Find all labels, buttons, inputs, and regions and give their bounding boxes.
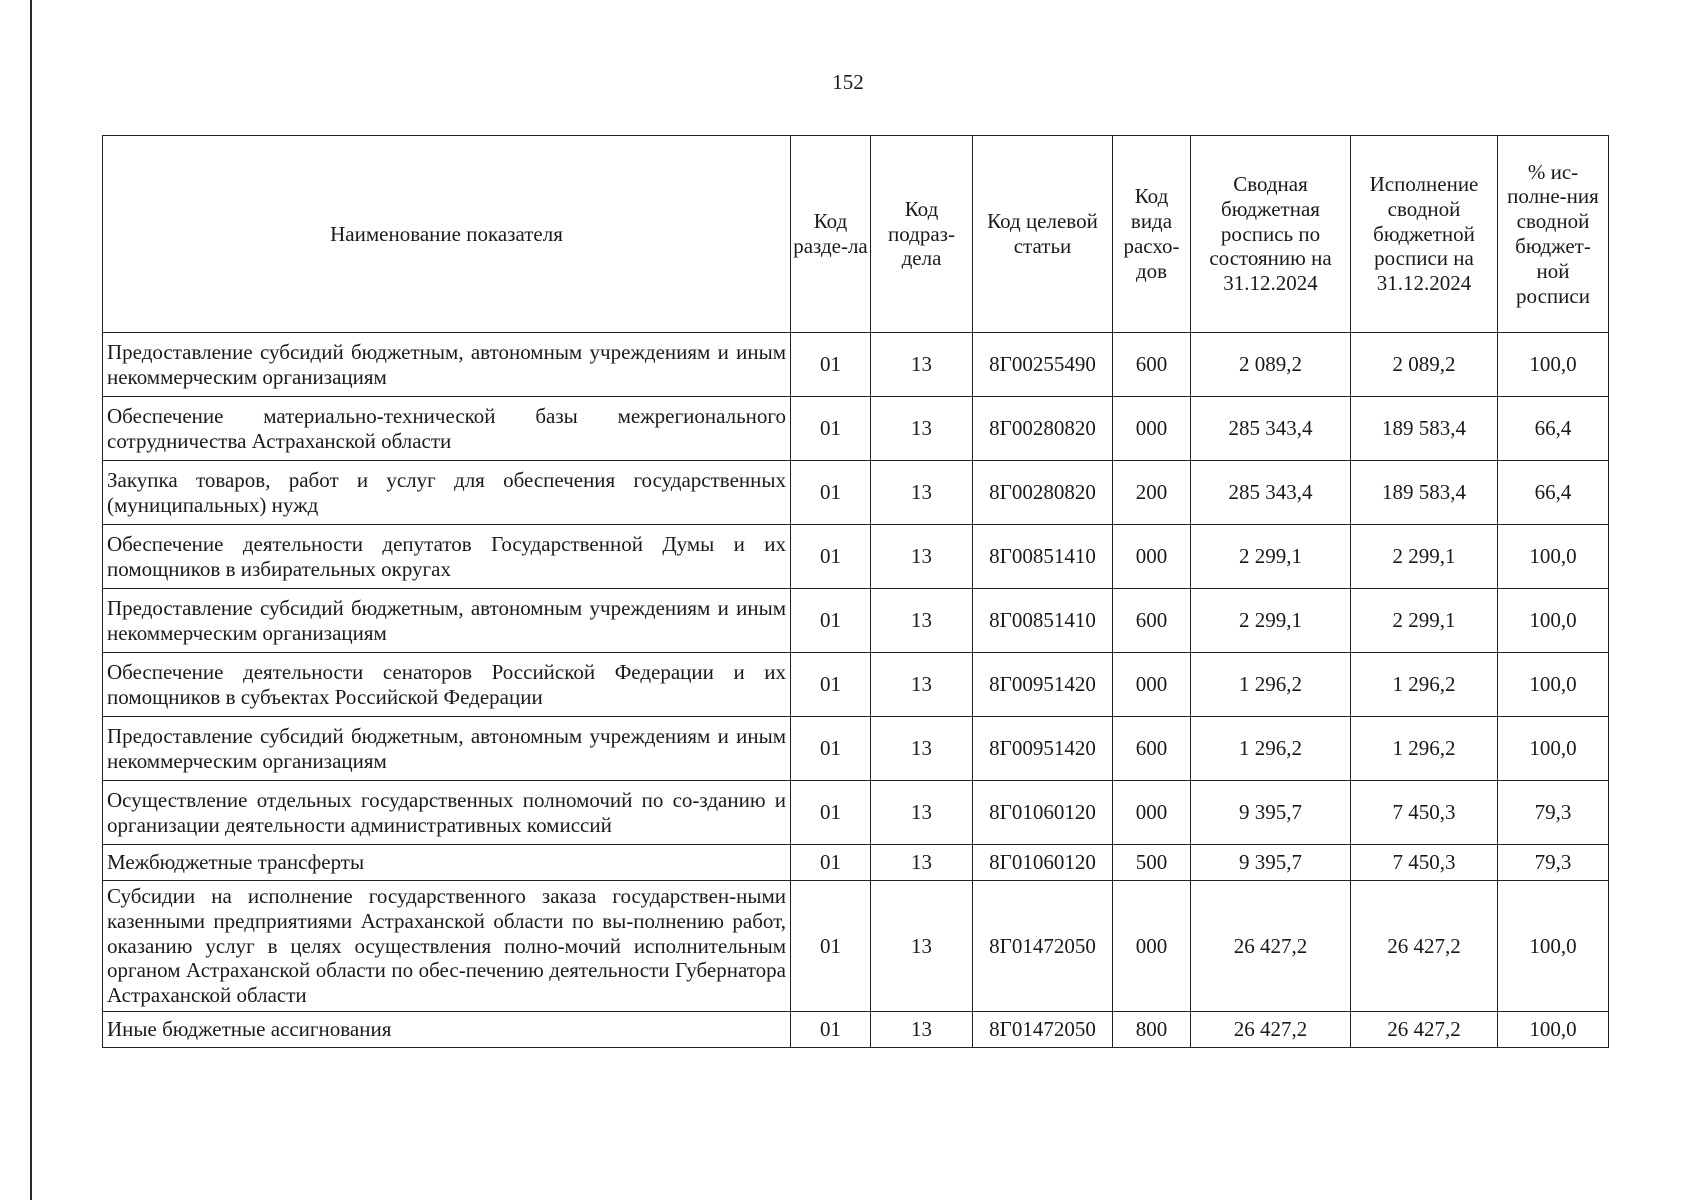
row-plan: 9 395,7 — [1191, 845, 1351, 881]
row-name: Предоставление субсидий бюджетным, автономным учреждениям и иным некоммерческим организациям — [103, 589, 791, 653]
row-type: 500 — [1113, 845, 1191, 881]
row-type: 000 — [1113, 525, 1191, 589]
row-subsection: 13 — [871, 881, 973, 1012]
header-name: Наименование показателя — [103, 136, 791, 333]
row-target: 8Г00255490 — [973, 333, 1113, 397]
row-execution: 1 296,2 — [1351, 653, 1498, 717]
row-name: Межбюджетные трансферты — [103, 845, 791, 881]
table-row — [103, 845, 1609, 881]
row-plan: 1 296,2 — [1191, 717, 1351, 781]
row-section: 01 — [791, 333, 871, 397]
page-number: 152 — [832, 70, 864, 94]
row-percent: 100,0 — [1498, 525, 1609, 589]
row-type: 000 — [1113, 653, 1191, 717]
row-section: 01 — [791, 653, 871, 717]
row-target: 8Г01060120 — [973, 781, 1113, 845]
table-row — [103, 881, 1609, 1012]
row-target: 8Г01472050 — [973, 881, 1113, 1012]
row-type: 800 — [1113, 1011, 1191, 1047]
row-subsection: 13 — [871, 653, 973, 717]
table-row — [103, 717, 1609, 781]
row-target: 8Г00280820 — [973, 461, 1113, 525]
row-plan: 285 343,4 — [1191, 397, 1351, 461]
header-row — [103, 136, 1609, 333]
row-plan: 2 299,1 — [1191, 525, 1351, 589]
table-row — [103, 781, 1609, 845]
row-percent: 100,0 — [1498, 717, 1609, 781]
table-row — [103, 589, 1609, 653]
row-section: 01 — [791, 881, 871, 1012]
header-execution: Исполнение сводной бюджетной росписи на 31.12.2024 — [1351, 136, 1498, 333]
row-name: Субсидии на исполнение государственного заказа государствен-ными казенными предприятиями Астраханской области по вы-полнению работ, оказанию услуг в целях осуществления полно-мочий исполнительным органом Астраханской области по обес-печению деятельности Губернатора Астраханской области — [103, 881, 791, 1012]
row-type: 200 — [1113, 461, 1191, 525]
row-plan: 2 299,1 — [1191, 589, 1351, 653]
row-plan: 9 395,7 — [1191, 781, 1351, 845]
row-subsection: 13 — [871, 461, 973, 525]
row-execution: 7 450,3 — [1351, 781, 1498, 845]
row-percent: 66,4 — [1498, 397, 1609, 461]
row-target: 8Г00280820 — [973, 397, 1113, 461]
row-execution: 189 583,4 — [1351, 461, 1498, 525]
row-target: 8Г00951420 — [973, 653, 1113, 717]
row-percent: 100,0 — [1498, 333, 1609, 397]
row-section: 01 — [791, 781, 871, 845]
table-row — [103, 397, 1609, 461]
row-percent: 100,0 — [1498, 1011, 1609, 1047]
table-row — [103, 333, 1609, 397]
row-type: 000 — [1113, 397, 1191, 461]
header-budget-plan: Сводная бюджетная роспись по состоянию на 31.12.2024 — [1191, 136, 1351, 333]
row-type: 600 — [1113, 589, 1191, 653]
page-binding-line — [30, 0, 32, 1200]
table-row — [103, 1011, 1609, 1047]
row-subsection: 13 — [871, 1011, 973, 1047]
row-execution: 2 089,2 — [1351, 333, 1498, 397]
row-name: Осуществление отдельных государственных полномочий по со-зданию и организации деятельности административных комиссий — [103, 781, 791, 845]
row-plan: 26 427,2 — [1191, 1011, 1351, 1047]
row-execution: 7 450,3 — [1351, 845, 1498, 881]
row-plan: 1 296,2 — [1191, 653, 1351, 717]
table-header — [103, 136, 1609, 333]
row-plan: 285 343,4 — [1191, 461, 1351, 525]
row-section: 01 — [791, 397, 871, 461]
table-body — [103, 333, 1609, 1048]
row-type: 600 — [1113, 333, 1191, 397]
row-section: 01 — [791, 461, 871, 525]
header-subsection-code: Код подраз-дела — [871, 136, 973, 333]
row-execution: 26 427,2 — [1351, 881, 1498, 1012]
row-subsection: 13 — [871, 845, 973, 881]
row-name: Обеспечение деятельности сенаторов Российской Федерации и их помощников в субъектах Российской Федерации — [103, 653, 791, 717]
row-execution: 26 427,2 — [1351, 1011, 1498, 1047]
row-name: Обеспечение материально-технической базы межрегионального сотрудничества Астраханской области — [103, 397, 791, 461]
row-name: Закупка товаров, работ и услуг для обеспечения государственных (муниципальных) нужд — [103, 461, 791, 525]
row-execution: 2 299,1 — [1351, 589, 1498, 653]
row-name: Иные бюджетные ассигнования — [103, 1011, 791, 1047]
row-execution: 2 299,1 — [1351, 525, 1498, 589]
table-row — [103, 525, 1609, 589]
row-subsection: 13 — [871, 781, 973, 845]
row-subsection: 13 — [871, 397, 973, 461]
budget-execution-table — [102, 135, 1609, 1048]
row-plan: 26 427,2 — [1191, 881, 1351, 1012]
row-percent: 100,0 — [1498, 589, 1609, 653]
row-percent: 100,0 — [1498, 653, 1609, 717]
row-percent: 79,3 — [1498, 781, 1609, 845]
row-target: 8Г01060120 — [973, 845, 1113, 881]
row-section: 01 — [791, 717, 871, 781]
row-target: 8Г00951420 — [973, 717, 1113, 781]
row-percent: 66,4 — [1498, 461, 1609, 525]
row-target: 8Г01472050 — [973, 1011, 1113, 1047]
row-type: 000 — [1113, 881, 1191, 1012]
header-expense-type-code: Код вида расхо-дов — [1113, 136, 1191, 333]
row-subsection: 13 — [871, 525, 973, 589]
row-section: 01 — [791, 1011, 871, 1047]
row-execution: 1 296,2 — [1351, 717, 1498, 781]
table-row — [103, 653, 1609, 717]
row-subsection: 13 — [871, 333, 973, 397]
row-section: 01 — [791, 845, 871, 881]
row-name: Предоставление субсидий бюджетным, автономным учреждениям и иным некоммерческим организациям — [103, 333, 791, 397]
header-target-code: Код целевой статьи — [973, 136, 1113, 333]
row-percent: 79,3 — [1498, 845, 1609, 881]
row-execution: 189 583,4 — [1351, 397, 1498, 461]
row-type: 600 — [1113, 717, 1191, 781]
row-target: 8Г00851410 — [973, 525, 1113, 589]
row-percent: 100,0 — [1498, 881, 1609, 1012]
row-subsection: 13 — [871, 717, 973, 781]
row-section: 01 — [791, 525, 871, 589]
row-plan: 2 089,2 — [1191, 333, 1351, 397]
row-name: Обеспечение деятельности депутатов Государственной Думы и их помощников в избирательных округах — [103, 525, 791, 589]
header-section-code: Код разде-ла — [791, 136, 871, 333]
row-type: 000 — [1113, 781, 1191, 845]
row-subsection: 13 — [871, 589, 973, 653]
table-row — [103, 461, 1609, 525]
row-section: 01 — [791, 589, 871, 653]
row-target: 8Г00851410 — [973, 589, 1113, 653]
row-name: Предоставление субсидий бюджетным, автономным учреждениям и иным некоммерческим организациям — [103, 717, 791, 781]
header-percent: % ис-полне-ния сводной бюджет-ной росписи — [1498, 136, 1609, 333]
